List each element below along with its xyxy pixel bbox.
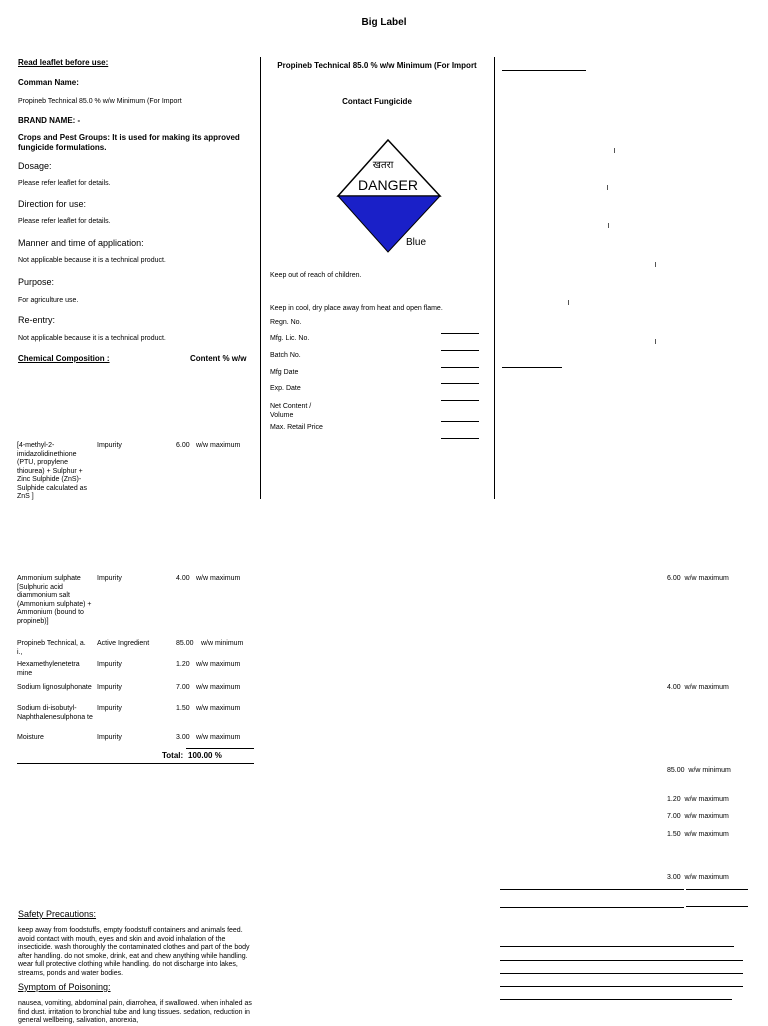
row-2-name: Ammonium sulphate [Sulphuric acid diammonium salt (Ammonium sulphate) + Ammonium (bound to propineb)]: [17, 575, 92, 625]
net-content-line: [441, 421, 479, 422]
row-7-unit: w/w maximum: [196, 734, 241, 741]
dosage-value: Please refer leaflet for details.: [18, 180, 111, 187]
direction-heading: Direction for use:: [18, 199, 87, 209]
tick-mark: [614, 148, 615, 153]
fungicide-type: Contact Fungicide: [342, 97, 412, 106]
manner-heading: Manner and time of application:: [18, 238, 144, 248]
danger-word: DANGER: [358, 177, 418, 193]
row-7-type: Impurity: [97, 734, 122, 741]
row-5-unit: w/w maximum: [196, 684, 241, 691]
right-rule: [686, 889, 748, 890]
mrp-line: [441, 438, 479, 439]
value: 4.00: [667, 684, 681, 691]
right-value-3: [667, 767, 731, 776]
composition-heading: Chemical Composition :: [18, 354, 110, 363]
row-7-value: 3.00: [176, 734, 190, 741]
right-rule: [686, 906, 748, 907]
row-4-name: Hexamethylenetetra mine: [17, 661, 80, 677]
tick-mark: [655, 339, 656, 344]
right-value-4: [667, 796, 729, 805]
row-2-unit: w/w maximum: [196, 575, 241, 582]
right-value-5: [667, 813, 729, 822]
mrp-label: Max. Retail Price: [270, 424, 323, 431]
right-value-2: [667, 684, 729, 693]
right-rule: [500, 960, 743, 961]
symptom-text: nausea, vomiting, abdominal pain, diarrohea, if swallowed. when inhaled as find dust. irritation to bronchial tube and lung tissues. sedation, reduction in general wellbeing, salivation, anorexia,: [18, 1000, 252, 1024]
right-value-1: [667, 575, 729, 584]
common-name-heading: Comman Name:: [18, 78, 79, 87]
tick-mark: [655, 262, 656, 267]
total-rule-bottom: [17, 763, 254, 764]
tick-mark: [607, 185, 608, 190]
unit: w/w maximum: [684, 831, 729, 838]
row-3-value: 85.00: [176, 640, 194, 647]
row-2-value: 4.00: [176, 575, 190, 582]
row-5-value: 7.00: [176, 684, 190, 691]
safety-text: keep away from foodstuffs, empty foodstuff containers and animals feed. avoid contact with mouth, eyes and skin and avoid inhalation of the insecticide. wash thoroughly the contaminated clothes and part of the body after handling. do not smoke, drink, eat and chew anything while handling. wear full protective clothing while handling. do not discharge into lakes, streams, ponds and water bodies.: [18, 927, 250, 977]
right-value-7: [667, 874, 729, 883]
symptom-heading: Symptom of Poisoning:: [18, 982, 111, 992]
right-rule: [500, 986, 743, 987]
value: 6.00: [667, 575, 681, 582]
purpose-heading: Purpose:: [18, 277, 55, 287]
row-3-name: Propineb Technical, a. i.,: [17, 640, 86, 656]
mfg-date-label: Mfg Date: [270, 369, 299, 376]
color-word: Blue: [406, 237, 427, 248]
brand-name: BRAND NAME: -: [18, 116, 81, 125]
tick-mark: [608, 223, 609, 228]
batch-line: [441, 367, 479, 368]
mfg-lic-line: [441, 350, 479, 351]
exp-date-label: Exp. Date: [270, 385, 301, 392]
unit: w/w minimum: [688, 767, 731, 774]
row-6-type: Impurity: [97, 705, 122, 712]
batch-label: Batch No.: [270, 352, 301, 359]
read-leaflet-heading: Read leaflet before use:: [18, 58, 109, 67]
right-rule: [500, 889, 684, 890]
unit: w/w maximum: [684, 684, 729, 691]
value: 85.00: [667, 767, 685, 774]
reentry-heading: Re-entry:: [18, 315, 56, 325]
exp-date-line: [441, 400, 479, 401]
regn-label: Regn. No.: [270, 319, 302, 326]
row-6-value: 1.50: [176, 705, 190, 712]
product-title: Propineb Technical 85.0 % w/w Minimum (For Import: [277, 61, 477, 70]
storage-note: Keep in cool, dry place away from heat and open flame.: [270, 305, 443, 312]
row-5-type: Impurity: [97, 684, 122, 691]
keep-out-of-reach: Keep out of reach of children.: [270, 272, 362, 279]
row-4-type: Impurity: [97, 661, 122, 668]
row-1-value: 6.00: [176, 442, 190, 449]
value: 3.00: [667, 874, 681, 881]
row-5-name: Sodium lignosulphonate: [17, 684, 92, 691]
divider-right: [494, 57, 495, 499]
right-rule: [500, 907, 684, 908]
total-label: Total:: [162, 751, 184, 760]
net-content-label: Net Content / Volume: [270, 403, 312, 419]
value: 1.50: [667, 831, 681, 838]
right-value-6: [667, 831, 729, 840]
manner-value: Not applicable because it is a technical product.: [18, 257, 166, 264]
reentry-value: Not applicable because it is a technical product.: [18, 335, 166, 342]
unit: w/w maximum: [684, 796, 729, 803]
divider-left: [260, 57, 261, 499]
safety-heading: Safety Precautions:: [18, 909, 97, 919]
row-6-unit: w/w maximum: [196, 705, 241, 712]
total-value: 100.00 %: [188, 751, 222, 760]
content-heading: Content % w/w: [190, 354, 247, 363]
unit: w/w maximum: [684, 575, 729, 582]
row-3-unit: w/w minimum: [201, 640, 244, 647]
purpose-value: For agriculture use.: [18, 297, 79, 304]
hindi-danger: खतरा: [372, 160, 394, 171]
dosage-heading: Dosage:: [18, 161, 52, 171]
direction-value: Please refer leaflet for details.: [18, 218, 111, 225]
right-rule-top: [502, 70, 586, 71]
row-3-type: Active Ingredient: [97, 640, 150, 647]
row-1-type: Impurity: [97, 442, 122, 449]
crops-heading: Crops and Pest Groups: It is used for making its approved fungicide formulations.: [18, 133, 240, 152]
row-1-name: [4-methyl-2-imidazolidinethione (PTU, propylene thiourea) + Sulphur + Zinc Sulphide (ZnS)-Sulphide calculated as ZnS ]: [17, 442, 88, 500]
mfg-lic-label: Mfg. Lic. No.: [270, 335, 310, 342]
right-rule-mid: [502, 367, 562, 368]
row-4-value: 1.20: [176, 661, 190, 668]
total-rule-top: [186, 748, 254, 749]
row-7-name: Moisture: [17, 734, 44, 741]
mfg-date-line: [441, 383, 479, 384]
value: 7.00: [667, 813, 681, 820]
unit: w/w maximum: [684, 813, 729, 820]
tick-mark: [568, 300, 569, 305]
right-rule: [500, 973, 743, 974]
value: 1.20: [667, 796, 681, 803]
regn-line: [441, 333, 479, 334]
right-rule: [500, 999, 732, 1000]
row-6-name: Sodium di-isobutyl-Naphthalenesulphona te: [17, 705, 93, 721]
row-1-unit: w/w maximum: [196, 442, 241, 449]
row-4-unit: w/w maximum: [196, 661, 241, 668]
right-rule: [500, 946, 734, 947]
common-name-value: Propineb Technical 85.0 % w/w Minimum (For Import: [18, 98, 182, 105]
unit: w/w maximum: [684, 874, 729, 881]
page-title: Big Label: [361, 17, 407, 28]
row-2-type: Impurity: [97, 575, 122, 582]
